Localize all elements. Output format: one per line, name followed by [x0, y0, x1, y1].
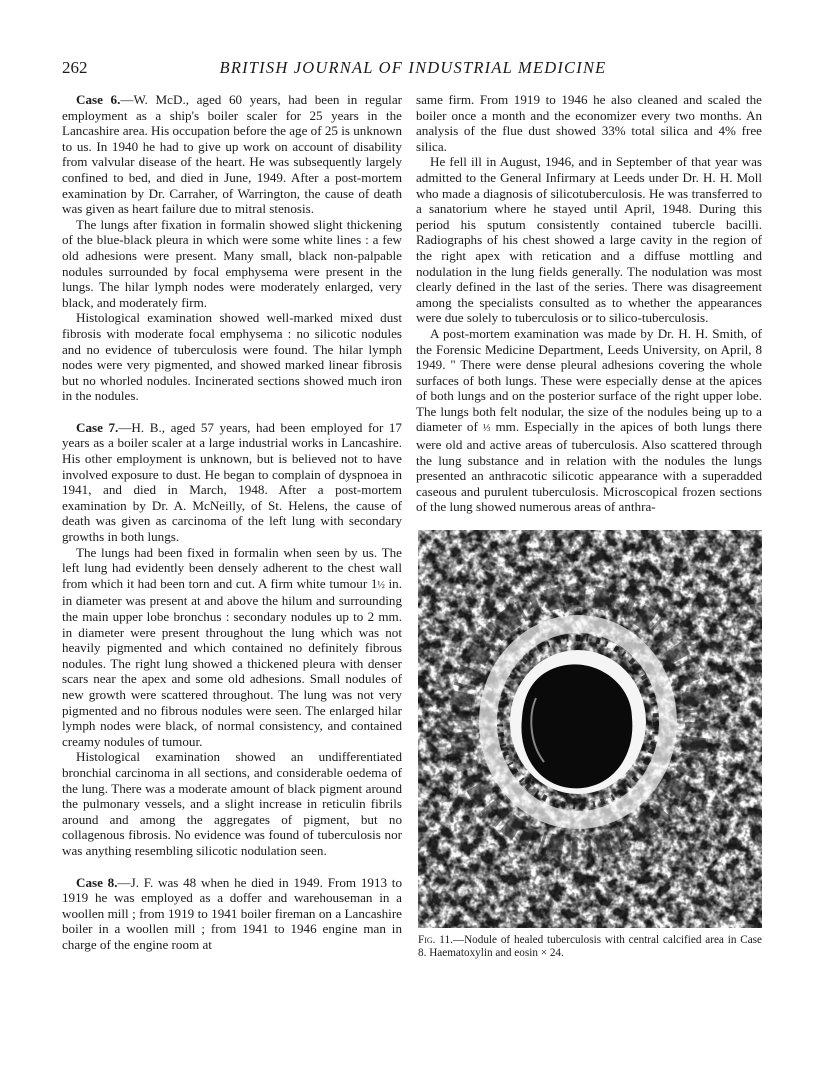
figure-caption: [418, 934, 762, 961]
case-7-paragraph-2: The lungs had been fixed in formalin when seen by us. The left lung had evidently been densely adherent to the chest wall from which it had been torn and cut. A firm white tumour 1½ in. in diameter was present at and above the hilum and surrounding the main upper lobe bronchus : secondary nodules up to 2 mm. in diameter were present throughout the lung which was not heavily pigmented and which contained no definitely fibrous nodules. The right lung showed a thickened pleura with denser scars near the apex and some old adhesions. Small nodules of new growth were scattered throughout. The lung was not very pigmented and no fibrous nodules were seen. The enlarged hilar lymph nodes were black, of normal consistency, and contained creamy nodules of tumour.: [62, 544, 402, 749]
right-column: [416, 92, 762, 515]
case-7-paragraph-1: Case 7.—H. B., aged 57 years, had been employed for 17 years as a boiler scaler at a large industrial works in Lancashire. His other employment is unknown, but is believed not to have involved exposure to dust. He began to complain of dyspnoea in 1941, and died in March, 1948. After a post-mortem examination by Dr. A. McNeilly, of St. Helens, the cause of death was given as carcinoma of the left lung with secondary growths in both lungs.: [62, 419, 402, 545]
case-6-paragraph-2: The lungs after fixation in formalin showed slight thickening of the blue-black pleura in which were some white lines : a few old adhesions were present. Many small, black non-palpable nodules surrounded by focal emphysema were present in the lungs. The hilar lymph nodes were moderately enlarged, very black, and moderately firm.: [62, 216, 402, 310]
case-8-paragraph-1: Case 8.—J. F. was 48 when he died in 1949. From 1913 to 1919 he was employed as a doffer and warehouseman in a woollen mill ; from 1919 to 1941 boiler fireman on a Lancashire boiler in a woollen mill ; from 1941 to 1946 engine man in charge of the engine room at: [62, 874, 402, 952]
case-6-paragraph-1: Case 6.—W. McD., aged 60 years, had been in regular employment as a ship's boiler scaler for 25 years in the Lancashire area. His occupation before the age of 25 is unknown to us. In 1940 he had to give up work on account of disability from valvular disease of the heart. He was subsequently largely confined to bed, and died in June, 1949. After a post-mortem examination by Dr. Carraher, of Warrington, the cause of death was given as heart failure due to mitral stenosis.: [62, 92, 402, 217]
running-header: [62, 58, 764, 82]
case-6-heading: Case 6.: [76, 92, 121, 107]
figure-label: Fig. 11.: [418, 934, 453, 946]
calcified-centre: [521, 664, 632, 788]
micrograph-figure-11: [418, 530, 762, 928]
case-6-paragraph-3: Histological examination showed well-marked mixed dust fibrosis with moderate focal emphysema : no silicotic nodules and no evidence of tuberculosis were found. The hilar lymph nodes were very pigmented, and showed marked linear fibrosis but no whorled nodules. Incinerated sections showed much iron in the nodules.: [62, 310, 402, 404]
case-8-paragraph-2: He fell ill in August, 1946, and in September of that year was admitted to the General Infirmary at Leeds under Dr. H. H. Moll who made a diagnosis of silicotuberculosis. He was transferred to a sanatorium where he stayed until April, 1948. During this period his sputum consistently contained tubercle bacilli. Radiographs of his chest showed a large cavity in the region of the right apex with retication and a diffuse mottling and nodulation in the lung fields generally. The nodulation was most clearly defined in the last of the series. There was disagreement among the specialists consulted as to whether the appearances were due solely to tuberculosis or to silico-tuberculosis.: [416, 154, 762, 326]
journal-title: BRITISH JOURNAL OF INDUSTRIAL MEDICINE: [219, 58, 607, 77]
page-number: 262: [62, 58, 88, 77]
left-column: [62, 92, 402, 952]
case-8-heading: Case 8.: [76, 874, 118, 890]
case-6: [62, 92, 402, 404]
case-8-continued: same firm. From 1919 to 1946 he also cleaned and scaled the boiler once a month and the economizer every two months. An analysis of the flue dust showed 33% total silica and 4% free silica.: [416, 92, 762, 154]
case-7-heading: Case 7.: [76, 419, 119, 435]
case-8: [62, 875, 402, 953]
figure-caption-text: —Nodule of healed tuberculosis with central calcified area in Case 8. Haematoxylin and eosin × 24.: [418, 934, 762, 960]
tuberculosis-nodule-micrograph: [418, 530, 762, 928]
case-8-paragraph-3: A post-mortem examination was made by Dr. H. H. Smith, of the Forensic Medicine Department, Leeds University, on April, 8 1949. " There were dense pleural adhesions covering the whole surfaces of both lungs. These were especially dense at the apices of both lungs and on the posterior surface of the right upper lobe. The lungs both felt nodular, the size of the nodules being up to a diameter of ⅓ mm. Especially in the apices of both lungs there were old and active areas of tuberculosis. Also scattered through the lung substance and in relation with the nodules the lungs presented an anthracotic silicotic appearance with a superadded caseous and purulent tuberculosis. Microscopical frozen sections of the lung showed numerous areas of anthra-: [416, 325, 762, 515]
case-7: [62, 420, 402, 859]
case-7-paragraph-3: Histological examination showed an undifferentiated bronchial carcinoma in all sections, and considerable oedema of the lung. There was a moderate amount of black pigment around the pulmonary vessels, and a slight increase in reticulin fibrils around and among the aggregates of pigment, but no collagenous fibrosis. No evidence was found of tuberculosis nor was anything resembling silicotic nodulation seen.: [62, 749, 402, 858]
